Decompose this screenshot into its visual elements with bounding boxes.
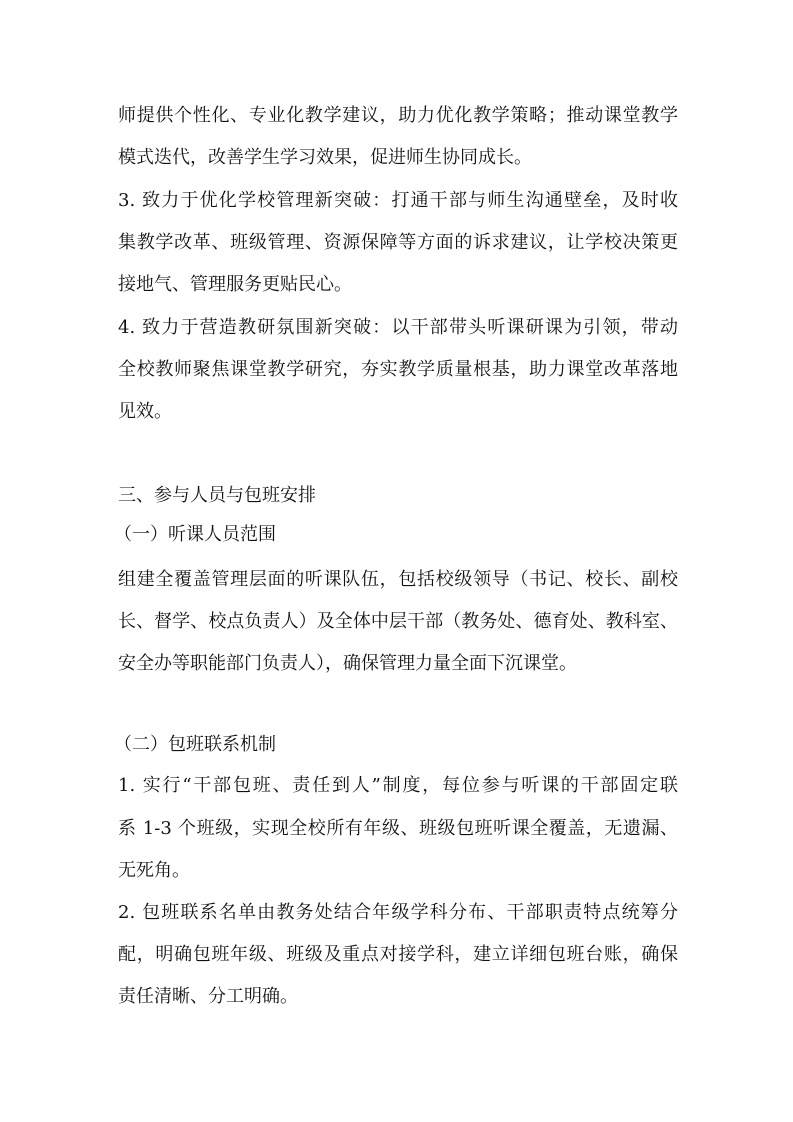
subsection-heading: （一）听课人员范围 <box>114 524 276 545</box>
section-heading: 三、参与人员与包班安排 <box>118 485 316 506</box>
list-item-line: 1. 实行“干部包班、责任到人”制度，每位参与听课的干部固定联 <box>118 775 678 796</box>
paragraph-line: 见效。 <box>118 401 172 422</box>
list-item-line: 4. 致力于营造教研氛围新突破：以干部带头听课研课为引领，带动 <box>118 317 678 338</box>
paragraph-line: 配，明确包班年级、班级及重点对接学科，建立详细包班台账，确保 <box>118 944 678 965</box>
paragraph-line: 系 1-3 个班级，实现全校所有年级、班级包班听课全覆盖，无遗漏、 <box>118 818 678 839</box>
paragraph-line: 组建全覆盖管理层面的听课队伍，包括校级领导（书记、校长、副校 <box>118 569 678 590</box>
list-item-line: 3. 致力于优化学校管理新突破：打通干部与师生沟通壁垒，及时收 <box>118 190 678 211</box>
paragraph-line: 模式迭代，改善学生学习效果，促进师生协同成长。 <box>118 147 532 168</box>
paragraph-line: 集教学改革、班级管理、资源保障等方面的诉求建议，让学校决策更 <box>118 232 678 253</box>
paragraph-line: 全校教师聚焦课堂教学研究，夯实教学质量根基，助力课堂改革落地 <box>118 359 678 380</box>
paragraph-line: 安全办等职能部门负责人），确保管理力量全面下沉课堂。 <box>118 653 577 674</box>
paragraph-line: 责任清晰、分工明确。 <box>118 986 298 1007</box>
paragraph-line: 长、督学、校点负责人）及全体中层干部（教务处、德育处、教科室、 <box>118 611 678 632</box>
subsection-heading: （二）包班联系机制 <box>114 734 276 755</box>
paragraph-line: 师提供个性化、专业化教学建议，助力优化教学策略；推动课堂教学 <box>118 105 678 126</box>
paragraph-line: 无死角。 <box>118 860 190 881</box>
paragraph-line: 接地气、管理服务更贴民心。 <box>118 274 352 295</box>
list-item-line: 2. 包班联系名单由教务处结合年级学科分布、干部职责特点统筹分 <box>118 902 678 923</box>
